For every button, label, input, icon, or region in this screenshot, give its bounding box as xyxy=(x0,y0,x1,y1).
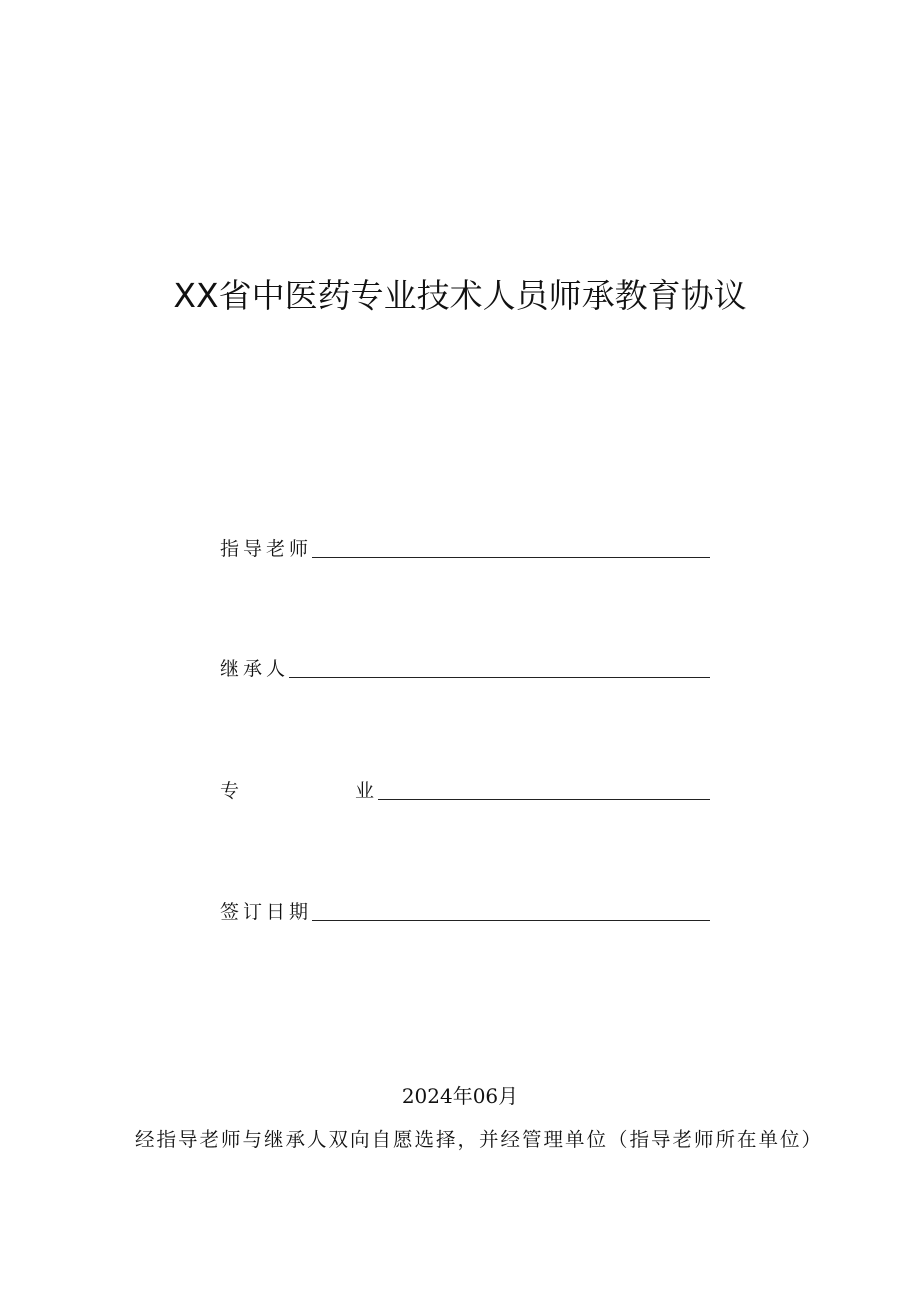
successor-fill-line[interactable] xyxy=(289,677,710,678)
document-title: XX省中医药专业技术人员师承教育协议 xyxy=(173,276,747,315)
major-field xyxy=(220,772,710,802)
document-date: 2024年06月 xyxy=(401,1084,519,1108)
teacher-fill-line[interactable] xyxy=(312,557,710,558)
successor-label: 继承人 xyxy=(220,658,290,680)
major-label-part2: 业 xyxy=(355,780,379,802)
major-label-part1: 专 xyxy=(220,780,244,802)
major-fill-line[interactable] xyxy=(378,799,710,800)
successor-field xyxy=(220,650,710,680)
teacher-field xyxy=(220,530,710,560)
sign-date-label: 签订日期 xyxy=(220,901,313,923)
sign-date-fill-line[interactable] xyxy=(312,920,710,921)
body-paragraph: 经指导老师与继承人双向自愿选择，并经管理单位（指导老师所在单位） xyxy=(135,1128,824,1151)
major-label xyxy=(220,780,378,802)
teacher-label: 指导老师 xyxy=(220,538,313,560)
sign-date-field xyxy=(220,893,710,923)
